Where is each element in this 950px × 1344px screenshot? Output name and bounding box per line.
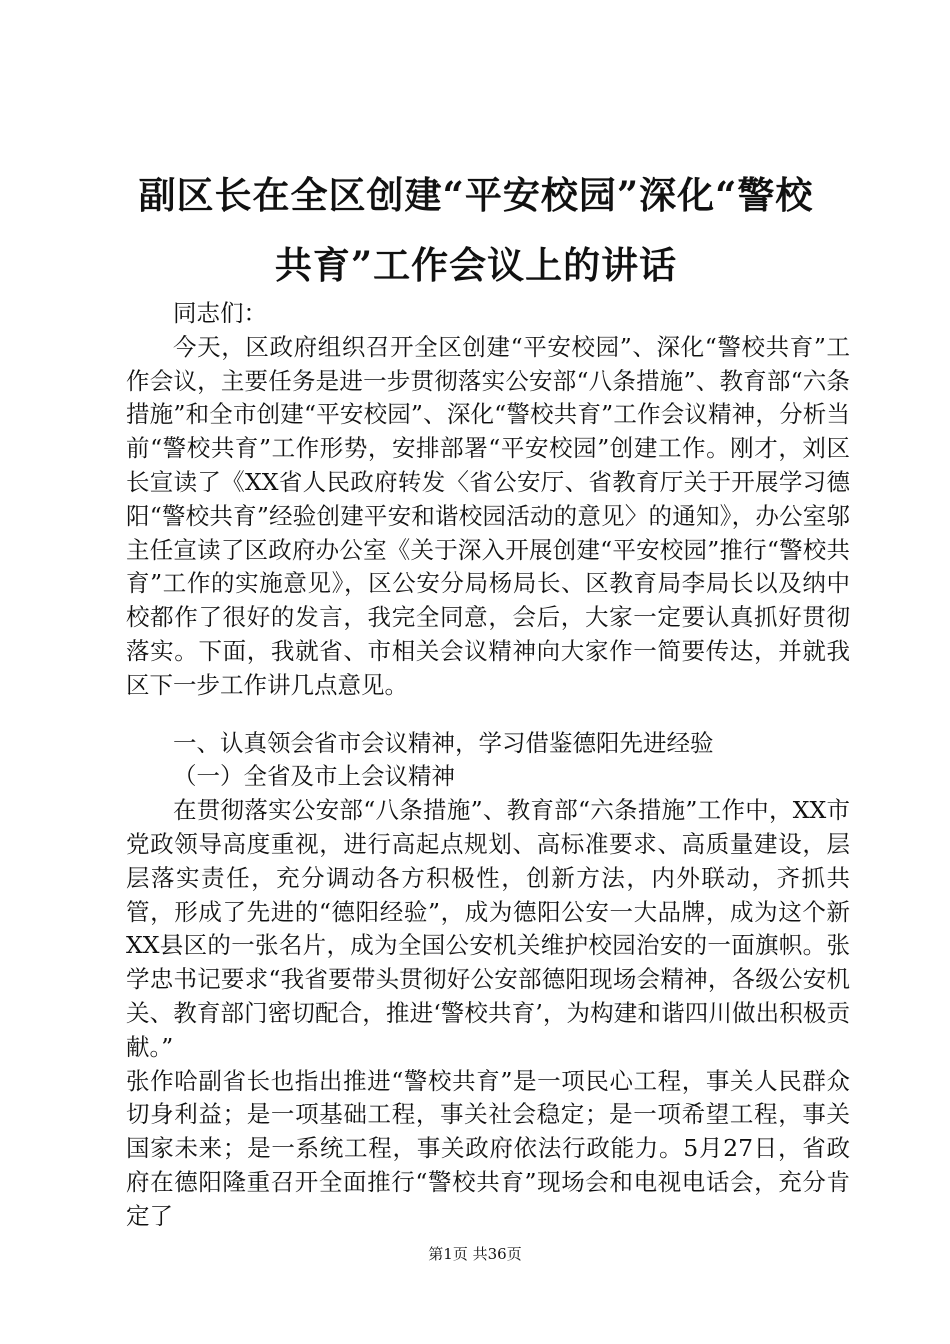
document-body <box>126 297 850 1234</box>
document-title: 副区长在全区创建“平安校园”深化“警校共育”工作会议上的讲话 <box>138 173 814 287</box>
paragraph-gap <box>126 703 850 727</box>
paragraph-intro: 今天，区政府组织召开全区创建“平安校园”、深化“警校共育”工作会议，主要任务是进一步贯彻落实公安部“八条措施”、教育部“六条措施”和全市创建“平安校园”、深化“警校共育”工作会议精神，分析当前“警校共育”工作形势，安排部署“平安校园”创建工作。刚才，刘区长宣读了《XX省人民政府转发〈省公安厅、省教育厅关于开展学习德阳“警校共育”经验创建平安和谐校园活动的意见〉的通知》，办公室邬主任宣读了区政府办公室《关于深入开展创建“平安校园”推行“警校共育”工作的实施意见》，区公安分局杨局长、区教育局李局长以及纳中校都作了很好的发言，我完全同意，会后，大家一定要认真抓好贯彻落实。下面，我就省、市相关会议精神向大家作一简要传达，并就我区下一步工作讲几点意见。 <box>126 332 850 699</box>
paragraph-body-2: 张作哈副省长也指出推进“警校共育”是一项民心工程，事关人民群众切身利益；是一项基础工程，事关社会稳定；是一项希望工程，事关国家未来；是一系统工程，事关政府依法行政能力。5月27日，省政府在德阳隆重召开全面推行“警校共育”现场会和电视电话会，充分肯定了 <box>126 1066 850 1230</box>
paragraph-body-1: 在贯彻落实公安部“八条措施”、教育部“六条措施”工作中，XX市党政领导高度重视，进行高起点规划、高标准要求、高质量建设，层层落实责任，充分调动各方积极性，创新方法，内外联动，齐抓共管，形成了先进的“德阳经验”，成为德阳公安一大品牌，成为这个新XX县区的一张名片，成为全国公安机关维护校园治安的一面旗帜。张学忠书记要求“我省要带头贯彻好公安部德阳现场会精神，各级公安机关、教育部门密切配合，推进‘警校共育’，为构建和谐四川做出积极贡献。” <box>126 796 850 1061</box>
subsection-heading-1: （一）全省及市上会议精神 <box>173 762 455 791</box>
section-heading-1: 一、认真领会省市会议精神，学习借鉴德阳先进经验 <box>173 728 714 757</box>
salutation: 同志们： <box>173 299 267 327</box>
page-footer: 第1页 共36页 <box>428 1245 522 1263</box>
